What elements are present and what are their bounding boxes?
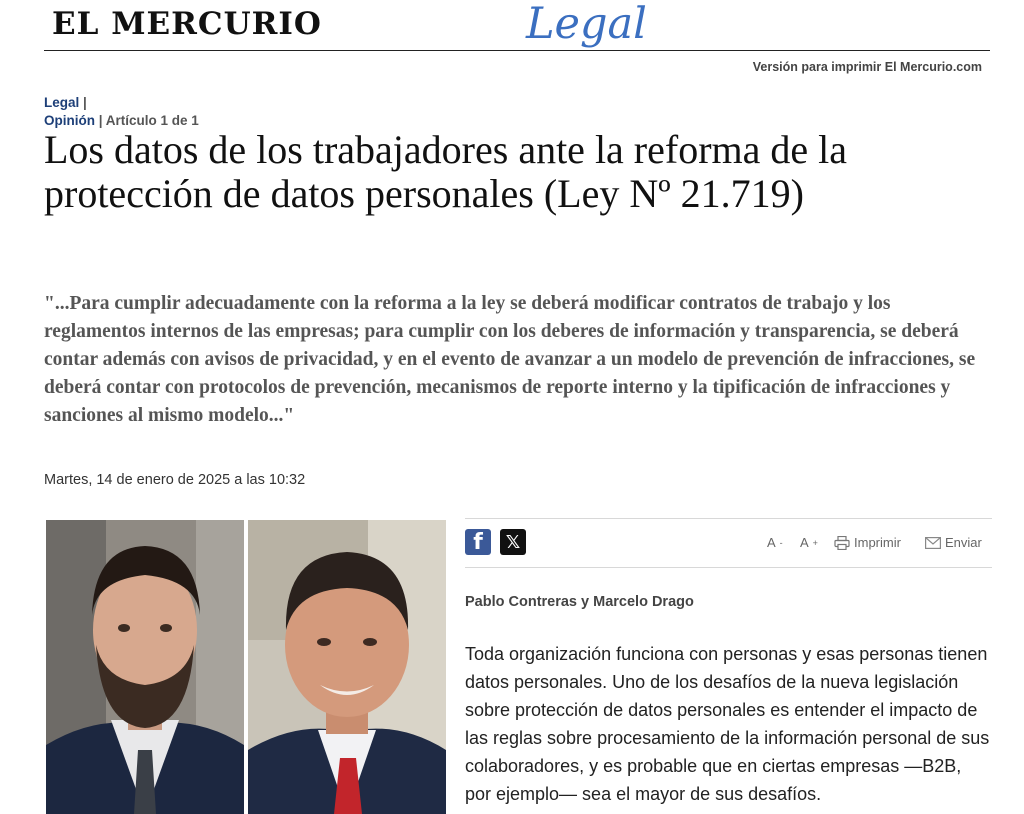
article-author: Pablo Contreras y Marcelo Drago: [465, 594, 694, 610]
breadcrumb-separator: |: [83, 95, 87, 110]
article-body: Toda organización funciona con personas y esas personas tienen datos personales. Uno de los desafíos de la nueva legislación sobre protección de datos personales es entender el impacto de las reglas sobre procesamiento de la información personal de sus colaboradores, y es probable que en ciertas empresas —B2B, por ejemplo— sea el mayor de sus desafíos.: [465, 644, 990, 804]
printer-icon: [834, 536, 850, 550]
font-smaller-button[interactable]: [767, 535, 783, 550]
site-logo[interactable]: EL MERCURIO: [52, 6, 322, 42]
print-version-link[interactable]: Versión para imprimir El Mercurio.com: [752, 60, 982, 74]
article-count: Artículo 1 de 1: [105, 113, 199, 128]
x-icon[interactable]: 𝕏: [500, 529, 526, 555]
author-photo-drago: [248, 520, 446, 814]
print-label: Imprimir: [854, 535, 901, 550]
font-smaller-sign: -: [779, 537, 783, 548]
article-date: Martes, 14 de enero de 2025 a las 10:32: [44, 472, 306, 488]
facebook-icon[interactable]: f: [465, 529, 491, 555]
article-headline: Los datos de los trabajadores ante la reforma de la protección de datos personales (Ley Nº 21.719): [44, 127, 848, 216]
font-larger-sign: +: [812, 537, 818, 548]
font-larger-letter: A: [800, 535, 809, 550]
section-logo[interactable]: Legal: [526, 0, 647, 49]
masthead: [44, 0, 990, 51]
print-button[interactable]: [834, 535, 901, 550]
envelope-icon: [925, 537, 941, 549]
breadcrumb-section[interactable]: Legal: [44, 95, 80, 110]
breadcrumb-separator: |: [98, 113, 103, 128]
breadcrumb: [44, 94, 199, 130]
font-smaller-letter: A: [767, 535, 776, 550]
send-label: Enviar: [945, 535, 982, 550]
font-larger-button[interactable]: [800, 535, 818, 550]
share-toolbar: [465, 518, 992, 568]
send-button[interactable]: [925, 535, 982, 550]
article-lead: "...Para cumplir adecuadamente con la reforma a la ley se deberá modificar contratos de trabajo y los reglamentos internos de las empresas; para cumplir con los deberes de información y transparencia, se deberá contar además con avisos de privacidad, y en el evento de avanzar a un modelo de prevención de infracciones, se deberá contar con protocolos de prevención, mecanismos de reporte interno y la tipificación de infracciones y sanciones al mismo modelo...": [44, 293, 976, 426]
author-photo-contreras: [46, 520, 244, 814]
breadcrumb-subsection[interactable]: Opinión: [44, 113, 95, 128]
